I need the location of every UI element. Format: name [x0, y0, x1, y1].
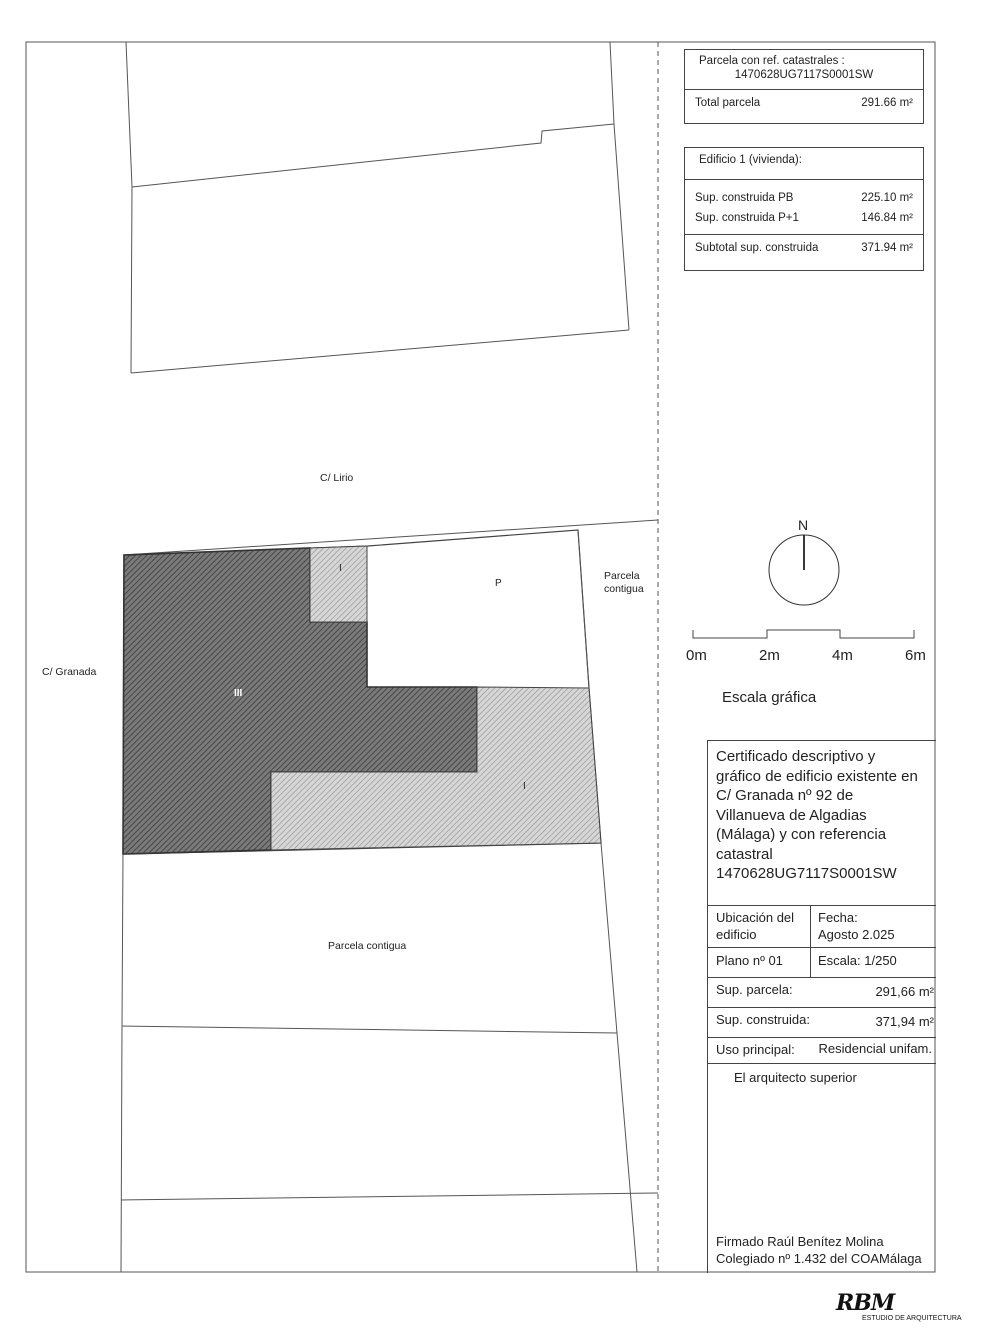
date-label: Fecha:	[818, 910, 858, 925]
uso-label: Uso principal:	[716, 1042, 795, 1057]
scale-tick-6: 6m	[905, 647, 926, 664]
subtotal-label: Subtotal sup. construida	[695, 242, 819, 254]
plan-number: Plano nº 01	[716, 953, 783, 968]
zone-single-storey-small	[310, 546, 367, 622]
subtotal-value: 371.94 m²	[861, 242, 913, 254]
adjacent-south-label: Parcela contigua	[328, 940, 407, 952]
sup-parcela-label: Sup. parcela:	[716, 982, 793, 997]
title-line: 1470628UG7117S0001SW	[716, 865, 897, 882]
sup-construida-value: 371,94 m²	[875, 1014, 934, 1029]
parcel-heading-line1: Parcela con ref. catastrales :	[699, 55, 845, 67]
title-line: Villanueva de Algadias	[716, 806, 867, 824]
architect-heading: El arquitecto superior	[734, 1070, 857, 1085]
title-line: C/ Granada nº 92 de	[716, 787, 854, 804]
north-label: N	[798, 517, 809, 533]
studio-logo-mark: RBM	[836, 1290, 895, 1316]
location-label-line: edificio	[716, 927, 757, 942]
scale-tick-2: 2m	[759, 647, 780, 664]
total-parcela-value: 291.66 m²	[861, 97, 913, 109]
north-lot-lines	[126, 42, 629, 373]
adjacent-east-line2: contigua	[604, 583, 644, 595]
sup-p1-value: 146.84 m²	[861, 212, 913, 224]
colegiado-number: Colegiado nº 1.432 del COAMálaga	[716, 1251, 922, 1266]
scale-tick-0: 0m	[686, 647, 707, 664]
street-edge-lirio	[124, 520, 658, 555]
zone-label-dark: III	[234, 688, 243, 699]
plan-scale: Escala: 1/250	[818, 953, 897, 968]
sup-parcela-value: 291,66 m²	[875, 984, 934, 999]
sup-p1-label: Sup. construida P+1	[695, 212, 799, 224]
sup-pb-value: 225.10 m²	[861, 192, 913, 204]
title-line: gráfico de edificio existente en	[716, 767, 918, 785]
location-label	[716, 909, 794, 943]
title-line: (Málaga) y con referencia	[716, 826, 887, 843]
location-label-line: Ubicación del	[716, 910, 795, 925]
building-heading: Edificio 1 (vivienda):	[699, 154, 802, 166]
scale-tick-4: 4m	[832, 647, 853, 664]
street-label-lirio: C/ Lirio	[320, 472, 354, 484]
title-block	[707, 740, 936, 1273]
title-line: Certificado descriptivo y	[716, 748, 876, 765]
zone-label-small: I	[339, 563, 342, 574]
sup-pb-label: Sup. construida PB	[695, 192, 794, 204]
uso-value: Residencial unifam.	[818, 1041, 932, 1056]
scale-caption: Escala gráfica	[722, 689, 817, 706]
signed-by: Firmado Raúl Benítez Molina	[716, 1234, 884, 1249]
scale-bar	[693, 630, 914, 638]
studio-logo-tagline: ESTUDIO DE ARQUITECTURA	[862, 1315, 962, 1322]
title-line: catastral	[716, 845, 773, 863]
signature-block	[716, 1233, 922, 1267]
street-label-granada: C/ Granada	[42, 666, 97, 678]
total-parcela-label: Total parcela	[695, 97, 761, 109]
adjacent-east-line1: Parcela	[604, 570, 640, 582]
building-summary-box	[684, 147, 924, 271]
sup-construida-label: Sup. construida:	[716, 1012, 810, 1027]
parcel-ref: 1470628UG7117S0001SW	[734, 69, 874, 81]
date-value: Agosto 2.025	[818, 927, 895, 942]
date-block	[818, 909, 895, 943]
parcel-summary-box	[684, 49, 924, 124]
zone-label-patio: P	[495, 578, 502, 589]
zone-label-light: I	[523, 781, 526, 792]
title-text	[716, 747, 918, 884]
